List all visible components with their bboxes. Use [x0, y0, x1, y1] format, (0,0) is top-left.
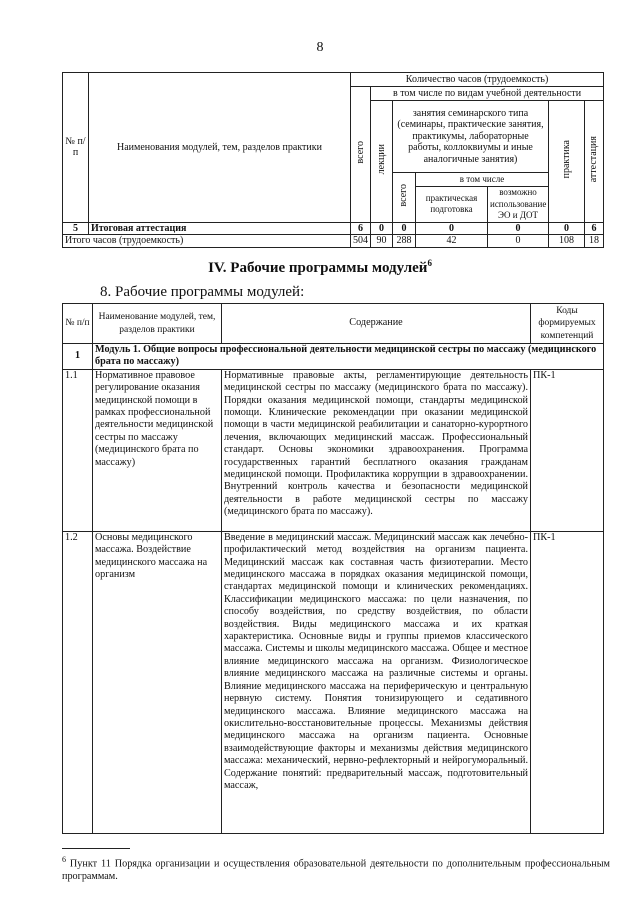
footnote-divider	[62, 848, 130, 849]
modules-table	[62, 303, 604, 834]
cell: 0	[371, 222, 393, 235]
col-no: № п/п	[63, 304, 93, 344]
cell: 0	[488, 222, 549, 235]
col-name: Наименование модулей, тем, разделов практики	[93, 304, 222, 344]
col-attestation: аттестация	[588, 136, 600, 183]
row-no: 1.1	[63, 369, 93, 531]
section-title	[0, 258, 640, 277]
module-row	[63, 344, 604, 370]
col-name: Наименования модулей, тем, разделов практики	[89, 73, 351, 223]
table-row	[63, 369, 604, 531]
row-code: ПК-1	[531, 369, 604, 531]
hours-table	[62, 72, 604, 248]
module-no: 1	[63, 344, 93, 370]
col-codes: Коды формируемых компетенций	[531, 304, 604, 344]
cell: 288	[393, 235, 416, 248]
total-row	[63, 235, 604, 248]
page-number: 8	[316, 40, 324, 55]
col-incl: в том числе по видам учебной деятельности	[371, 87, 604, 101]
row-name: Нормативное правовое регулирование оказания медицинской помощи в рамках профессиональной деятельности медицинской сестры по массажу (медицинского брата по массажу)	[93, 369, 222, 531]
cell: 90	[371, 235, 393, 248]
section-title-text: IV. Рабочие программы модулей	[208, 260, 428, 276]
cell: 6	[585, 222, 604, 235]
cell: 0	[416, 222, 488, 235]
table-row	[63, 531, 604, 833]
subsection-title: 8. Рабочие программы модулей:	[100, 284, 305, 300]
col-practice: практика	[560, 140, 572, 179]
col-practical-prep: практическая подготовка	[416, 187, 488, 223]
cell: 6	[351, 222, 371, 235]
row-no: 5	[63, 222, 89, 235]
module-title: Модуль 1. Общие вопросы профессиональной деятельности медицинской сестры по массажу (медицинского брата по массажу)	[93, 344, 604, 370]
col-seminar: занятия семинарского типа (семинары, практические занятия, практикумы, лабораторные работы, коллоквиумы и иные аналогичные занятия)	[393, 101, 549, 173]
cell: 504	[351, 235, 371, 248]
col-hours: Количество часов (трудоемкость)	[351, 73, 604, 87]
col-content: Содержание	[222, 304, 531, 344]
col-no: № п/п	[63, 73, 89, 223]
cell: 18	[585, 235, 604, 248]
footnote	[62, 853, 610, 883]
row-name: Основы медицинского массажа. Воздействие медицинского массажа на организм	[93, 531, 222, 833]
cell: 0	[393, 222, 416, 235]
cell: 0	[488, 235, 549, 248]
footnote-mark: 6	[62, 855, 66, 864]
cell: 0	[549, 222, 585, 235]
cell: 42	[416, 235, 488, 248]
footnote-text: Пункт 11 Порядка организации и осуществления образовательной деятельности по дополнительным профессиональным программам.	[62, 858, 610, 883]
row-content: Введение в медицинский массаж. Медицинский массаж как лечебно-профилактический метод воздействия на организм пациента. Медицинский массаж как составная часть физиотерапии. Место медицинского массажа в порядках оказания медицинской помощи, стандартах медицинской помощи и клинических рекомендациях. Классификации медицинского массажа: по цели назначения, по способу воздействия, по средству воздействия, по области воздействия. Виды медицинского массажа и их краткая характеристика. Основные виды и группы приемов классического массажа. Системы и школы медицинского массажа. Общее и местное влияние медицинского массажа на организм. Физиологическое влияние медицинского массажа на различные системы и органы. Влияние медицинского массажа на периферическую и центральную нервную систему. Понятия тонизирующего и седативного медицинского массажа. Влияние медицинского массажа на окислительно-восстановительные процессы. Механизмы действия медицинского массажа на организм пациента. Основные взаимодействующие факторы и механизмы действия медицинского массажа: механический, нервно-рефлекторный и нейрогуморальный. Содержание понятий: предварительный массаж, подготовительный массаж,	[222, 531, 531, 833]
col-sem-incl: в том числе	[416, 173, 549, 187]
row-name: Итоговая аттестация	[89, 222, 351, 235]
col-eo-dot: возможно использование ЭО и ДОТ	[488, 187, 549, 223]
row-no: 1.2	[63, 531, 93, 833]
col-total: всего	[354, 141, 366, 164]
cell: 108	[549, 235, 585, 248]
col-sem-total: всего	[398, 184, 410, 207]
col-lectures: лекции	[375, 144, 387, 175]
footnote-ref: 6	[427, 258, 432, 268]
total-label: Итого часов (трудоемкость)	[63, 235, 351, 248]
row-content: Нормативные правовые акты, регламентирующие деятельность медицинской сестры по массажу (медицинского брата по массажу). Порядки оказания медицинской помощи, стандарты медицинской помощи. Клинические рекомендации при оказании медицинской помощи в части медицинской реабилитации и санаторно-курортного лечения, включающих медицинский массаж. Профессиональный стандарт. Основы экономики здравоохранения. Программа государственных гарантий бесплатного оказания гражданам медицинской помощи. Профилактика коррупции в здравоохранении. Внутренний контроль качества и безопасности медицинской деятельности в работе медицинской сестры по массажу (медицинского брата по массажу).	[222, 369, 531, 531]
row-code: ПК-1	[531, 531, 604, 833]
table-row	[63, 222, 604, 235]
